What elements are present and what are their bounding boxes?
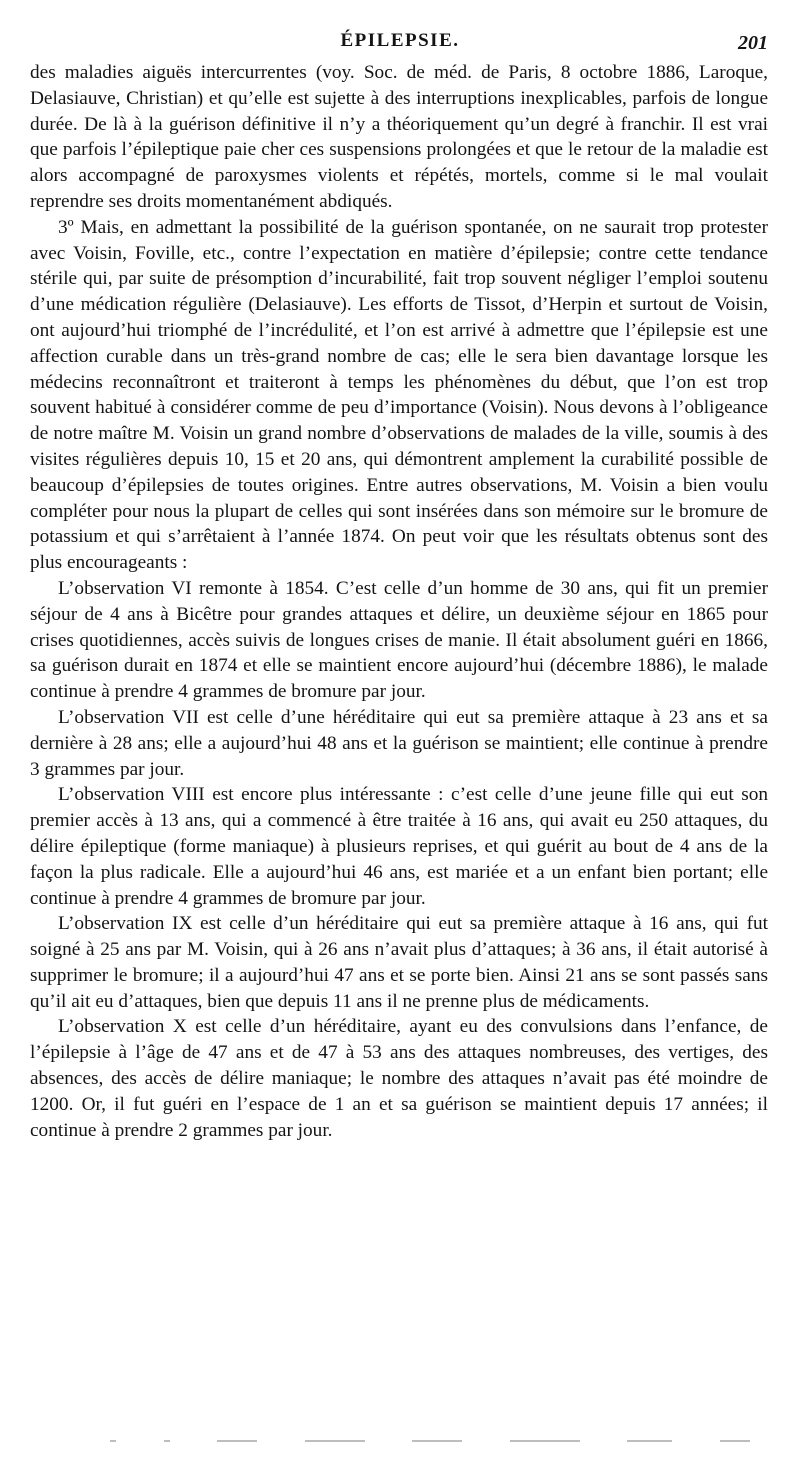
paragraph-observation-ix: L’observation IX est celle d’un héréditaire qui eut sa première attaque à 16 ans, qui fut soigné à 25 ans par M. Voisin, qui à 26 ans n’avait plus d’attaques; à 36 ans, il était autorisé à supprimer le bromure; il a aujourd’hui 47 ans et se porte bien. Ainsi 21 ans se sont passés sans qu’il ait eu d’attaques, bien que depuis 11 ans il ne prenne plus de médicaments. xyxy=(30,913,768,1012)
paragraph-observation-vii: L’observation VII est celle d’une héréditaire qui eut sa première attaque à 23 ans et sa dernière à 28 ans; elle a aujourd’hui 48 ans et la guérison se maintient; elle continue à prendre 3 grammes par jour. xyxy=(30,706,768,780)
body-text xyxy=(30,60,768,1143)
bleed-through-marks xyxy=(110,1438,750,1444)
paragraph-observation-vi: L’observation VI remonte à 1854. C’est celle d’un homme de 30 ans, qui fit un premier séjour de 4 ans à Bicêtre pour grandes attaques et délire, un deuxième séjour en 1865 pour crises quotidiennes, accès suivis de longues crises de manie. Il était absolument guéri en 1866, sa guérison durait en 1874 et elle se maintient encore aujourd’hui (décembre 1886), le malade continue à prendre 4 grammes de bromure par jour. xyxy=(30,577,768,703)
paragraph-curability: 3º Mais, en admettant la possibilité de la guérison spontanée, on ne saurait trop protester avec Voisin, Foville, etc., contre l’expectation en matière d’épilepsie; contre cette tendance stérile qui, par suite de présomption d’incurabilité, fait trop souvent négliger l’emploi soutenu d’une médication régulière (Delasiauve). Les efforts de Tissot, d’Herpin et surtout de Voisin, ont aujourd’hui triomphé de l’incrédulité, et l’on est arrivé à admettre que l’épilepsie est une affection curable dans un très-grand nombre de cas; elle le sera bien davantage lorsque les médecins reconnaîtront et traiteront à temps les phénomènes du début, que l’on est trop souvent habitué à considérer comme de peu d’importance (Voisin). Nous devons à l’obligeance de notre maître M. Voisin un grand nombre d’observations de malades de la ville, soumis à des visites régulières depuis 10, 15 et 20 ans, qui démontrent amplement la curabilité possible de beaucoup d’épilepsies de toutes origines. Entre autres observations, M. Voisin a bien voulu compléter pour nous la plupart de celles qui sont insérées dans son mémoire sur le bromure de potassium et qui s’arrêtaient à l’année 1874. On peut voir que les résultats obtenus sont des plus encourageants : xyxy=(30,216,768,574)
paragraph-observation-x: L’observation X est celle d’un héréditaire, ayant eu des convulsions dans l’enfance, de l’épilepsie à l’âge de 47 ans et de 47 à 53 ans des attaques nombreuses, des vertiges, des absences, des accès de délire maniaque; le nombre des attaques n’avait pas été moindre de 1200. Or, il fut guéri en l’espace de 1 an et sa guérison se maintient depuis 17 années; il continue à prendre 2 grammes par jour. xyxy=(30,1016,768,1141)
running-title: ÉPILEPSIE. xyxy=(340,30,460,51)
paragraph-continuation: des maladies aiguës intercurrentes (voy. Soc. de méd. de Paris, 8 octobre 1886, Laroque, Delasiauve, Christian) et qu’elle est sujette à des interruptions inexplicables, parfois de longue durée. De là à la guérison définitive il n’y a théoriquement qu’un degré à franchir. Il est vrai que parfois l’épileptique paie cher ces suspensions prolongées et que le retour de la maladie est alors accompagné de paroxysmes violents et répétés, mortels, comme si le mal voulait reprendre ses droits momentanément abdiqués. xyxy=(30,62,768,212)
page-number: 201 xyxy=(738,32,768,54)
paragraph-observation-viii: L’observation VIII est encore plus intéressante : c’est celle d’une jeune fille qui eut son premier accès à 13 ans, qui a commencé à être traitée à 16 ans, qui avait eu 250 attaques, du délire épileptique (forme maniaque) à plusieurs reprises, et qui guérit au bout de 4 ans de la façon la plus radicale. Elle a aujourd’hui 46 ans, est mariée et a un enfant bien portant; elle continue à prendre 4 grammes de bromure par jour. xyxy=(30,784,768,909)
page-header xyxy=(32,30,768,56)
